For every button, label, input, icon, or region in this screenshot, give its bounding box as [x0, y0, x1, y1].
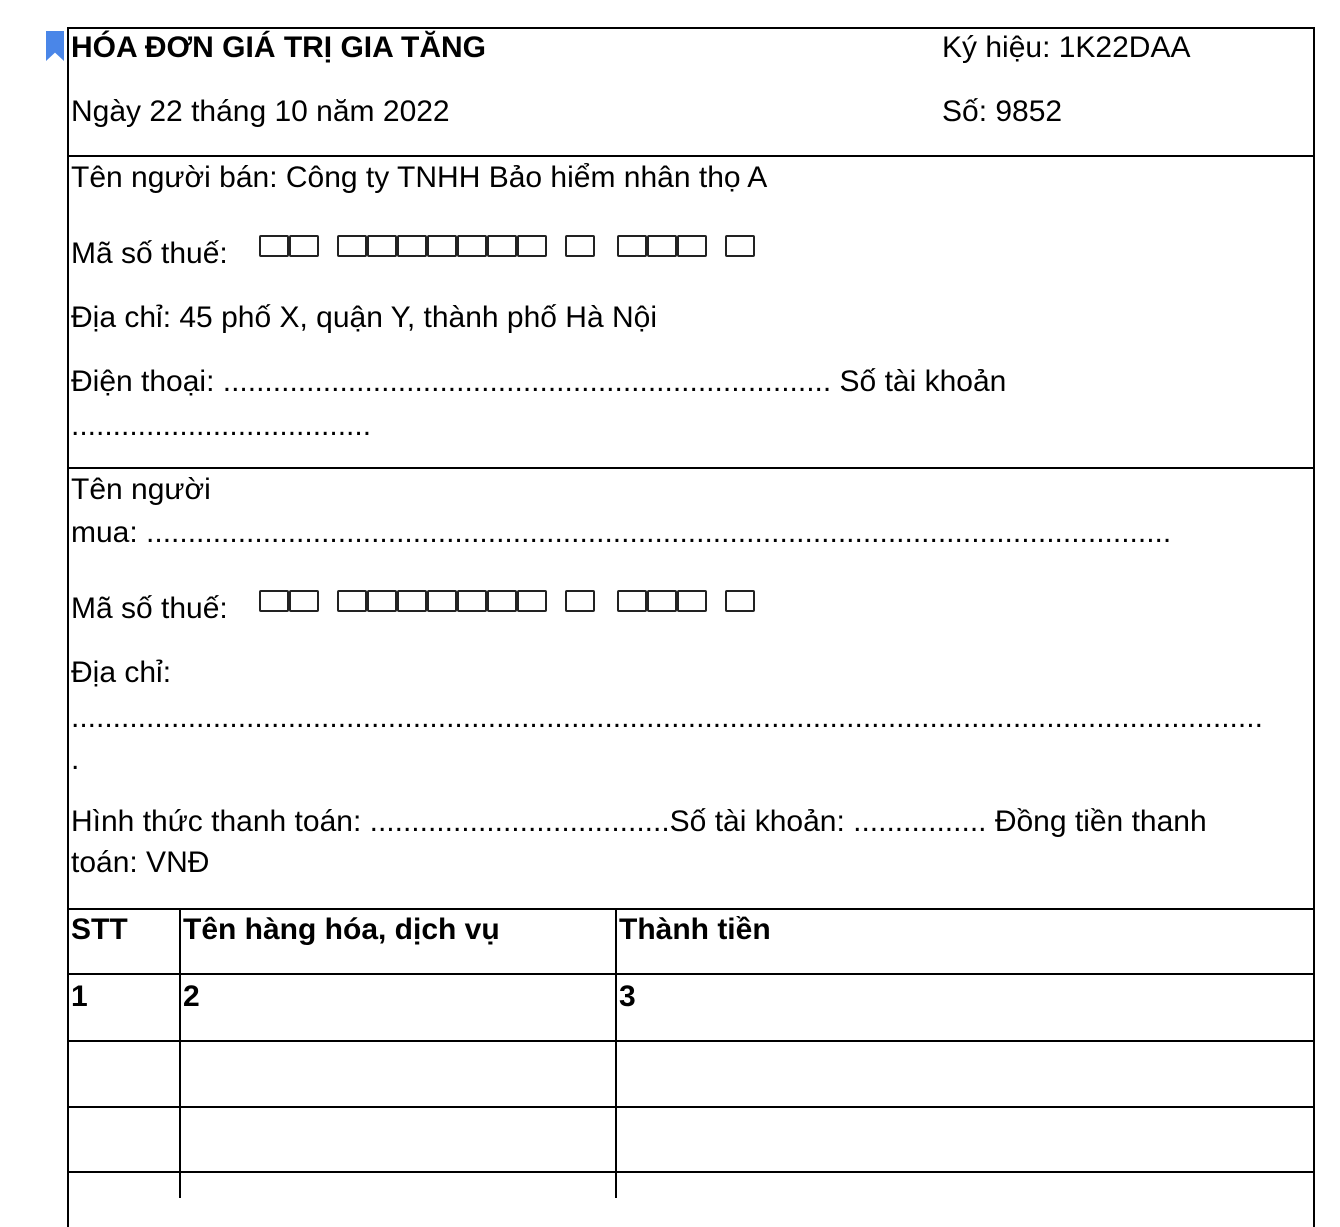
buyer-address-label: Địa chỉ: [71, 656, 172, 689]
payment-currency-line: toán: VNĐ [71, 846, 210, 879]
tax-box-group [337, 235, 547, 257]
bookmark-icon[interactable] [46, 31, 64, 61]
divider [67, 155, 1315, 157]
invoice-symbol: Ký hiệu: 1K22DAA [942, 31, 1191, 64]
seller-address: Địa chỉ: 45 phố X, quận Y, thành phố Hà Nội [71, 301, 657, 334]
seller-tax-label: Mã số thuế: [71, 237, 228, 270]
invoice-frame [67, 27, 1315, 1227]
invoice-number: Số: 9852 [942, 95, 1063, 128]
seller-phone-line-cont: .................................... [71, 409, 372, 442]
table-column-divider [179, 908, 181, 1198]
table-column-divider [615, 908, 617, 1198]
tax-box-group [617, 590, 707, 612]
table-header-stt: STT [71, 913, 128, 946]
table-index-3: 3 [619, 980, 636, 1013]
table-index-2: 2 [183, 980, 200, 1013]
tax-box-group [337, 590, 547, 612]
table-row-border [67, 973, 1315, 975]
table-row-border [67, 1171, 1315, 1173]
buyer-tax-boxes [259, 590, 775, 612]
tax-box-group [259, 590, 319, 612]
divider [67, 467, 1315, 469]
table-top-border [67, 908, 1315, 910]
seller-phone-line: Điện thoại: ......................................................................... Số tài khoản [71, 365, 1007, 398]
tax-box-group [725, 590, 757, 612]
seller-name: Tên người bán: Công ty TNHH Bảo hiểm nhân thọ A [71, 161, 768, 194]
buyer-tax-label: Mã số thuế: [71, 592, 228, 625]
table-header-goods: Tên hàng hóa, dịch vụ [183, 913, 500, 946]
seller-tax-boxes [259, 235, 775, 257]
buyer-name-line: mua: ........................................................................................................................... [71, 516, 1172, 549]
buyer-name-label: Tên người [71, 473, 211, 506]
invoice-title: HÓA ĐƠN GIÁ TRỊ GIA TĂNG [71, 31, 487, 64]
tax-box-group [259, 235, 319, 257]
table-row-border [67, 1106, 1315, 1108]
tax-box-group [617, 235, 707, 257]
buyer-address-dots-cont: . [71, 743, 80, 776]
tax-box-group [565, 235, 597, 257]
invoice-date: Ngày 22 tháng 10 năm 2022 [71, 95, 450, 128]
table-index-1: 1 [71, 980, 88, 1013]
tax-box-group [565, 590, 597, 612]
table-header-amount: Thành tiền [619, 913, 771, 946]
table-row-border [67, 1040, 1315, 1042]
payment-line: Hình thức thanh toán: ....................................Số tài khoản: ................ Đồng tiền thanh [71, 805, 1207, 838]
tax-box-group [725, 235, 757, 257]
buyer-address-dots: ............................................................................................................................................... [71, 701, 1263, 734]
